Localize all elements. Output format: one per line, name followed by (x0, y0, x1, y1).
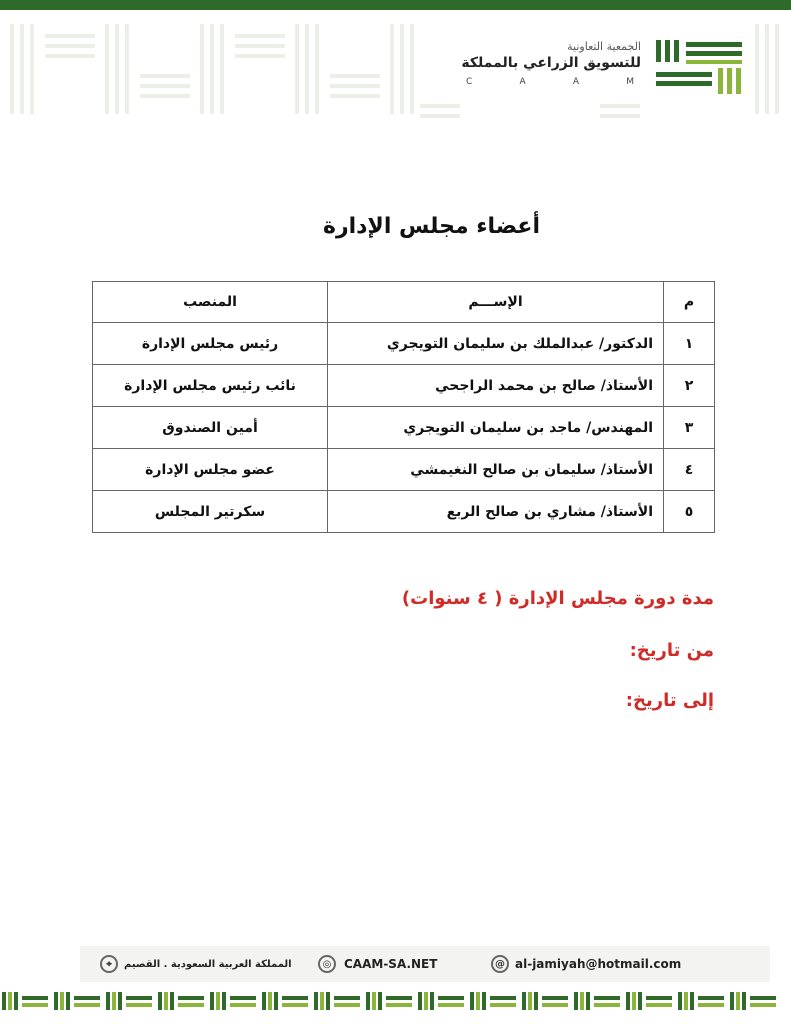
table-row (93, 407, 715, 449)
header-name: الإســـم (328, 282, 664, 323)
table-row (93, 449, 715, 491)
footer-website[interactable] (318, 955, 437, 973)
row-num: ١ (664, 323, 715, 365)
caam-logo-icon (656, 40, 742, 96)
location-pin-icon: ⌖ (100, 955, 118, 973)
footer-email-text: al-jamiyah@hotmail.com (515, 957, 682, 971)
org-letter: C (466, 77, 475, 87)
row-name: الدكتور/ عبدالملك بن سليمان التويجري (328, 323, 664, 365)
row-position: نائب رئيس مجلس الإدارة (93, 365, 328, 407)
row-num: ٣ (664, 407, 715, 449)
table-row (93, 491, 715, 533)
top-green-bar (0, 0, 791, 10)
org-name-line1: الجمعية التعاونية (567, 40, 641, 53)
org-letter: A (572, 77, 582, 87)
footer-location-text: المملكة العربية السعودية . القصيم (124, 958, 292, 970)
row-position: عضو مجلس الإدارة (93, 449, 328, 491)
to-date-label: إلى تاريخ: (625, 690, 714, 711)
row-name: الأستاذ/ سليمان بن صالح النغيمشي (328, 449, 664, 491)
org-letter: M (626, 77, 636, 87)
row-position: سكرتير المجلس (93, 491, 328, 533)
row-num: ٢ (664, 365, 715, 407)
page-title: أعضاء مجلس الإدارة (322, 214, 540, 239)
row-position: أمين الصندوق (93, 407, 328, 449)
row-num: ٥ (664, 491, 715, 533)
footer-location (100, 955, 292, 973)
header-num: م (664, 282, 715, 323)
board-members-table (92, 281, 715, 533)
header-position: المنصب (93, 282, 328, 323)
globe-icon: ◎ (318, 955, 336, 973)
from-date-label: من تاريخ: (629, 640, 714, 661)
org-letter: A (519, 77, 528, 87)
footer-website-text: CAAM-SA.NET (344, 957, 438, 971)
footer-pattern (0, 990, 791, 1014)
row-position: رئيس مجلس الإدارة (93, 323, 328, 365)
at-sign-icon: @ (491, 955, 509, 973)
table-header-row (93, 282, 715, 323)
row-name: المهندس/ ماجد بن سليمان التويجري (328, 407, 664, 449)
org-letters (466, 77, 636, 87)
row-num: ٤ (664, 449, 715, 491)
footer-email[interactable] (491, 955, 681, 973)
org-name (341, 40, 641, 72)
table-row (93, 323, 715, 365)
row-name: الأستاذ/ صالح بن محمد الراجحي (328, 365, 664, 407)
org-name-line2: للتسويق الزراعي بالمملكة (461, 55, 641, 71)
table-row (93, 365, 715, 407)
row-name: الأستاذ/ مشاري بن صالح الربع (328, 491, 664, 533)
term-duration: مدة دورة مجلس الإدارة ( ٤ سنوات) (401, 588, 714, 609)
